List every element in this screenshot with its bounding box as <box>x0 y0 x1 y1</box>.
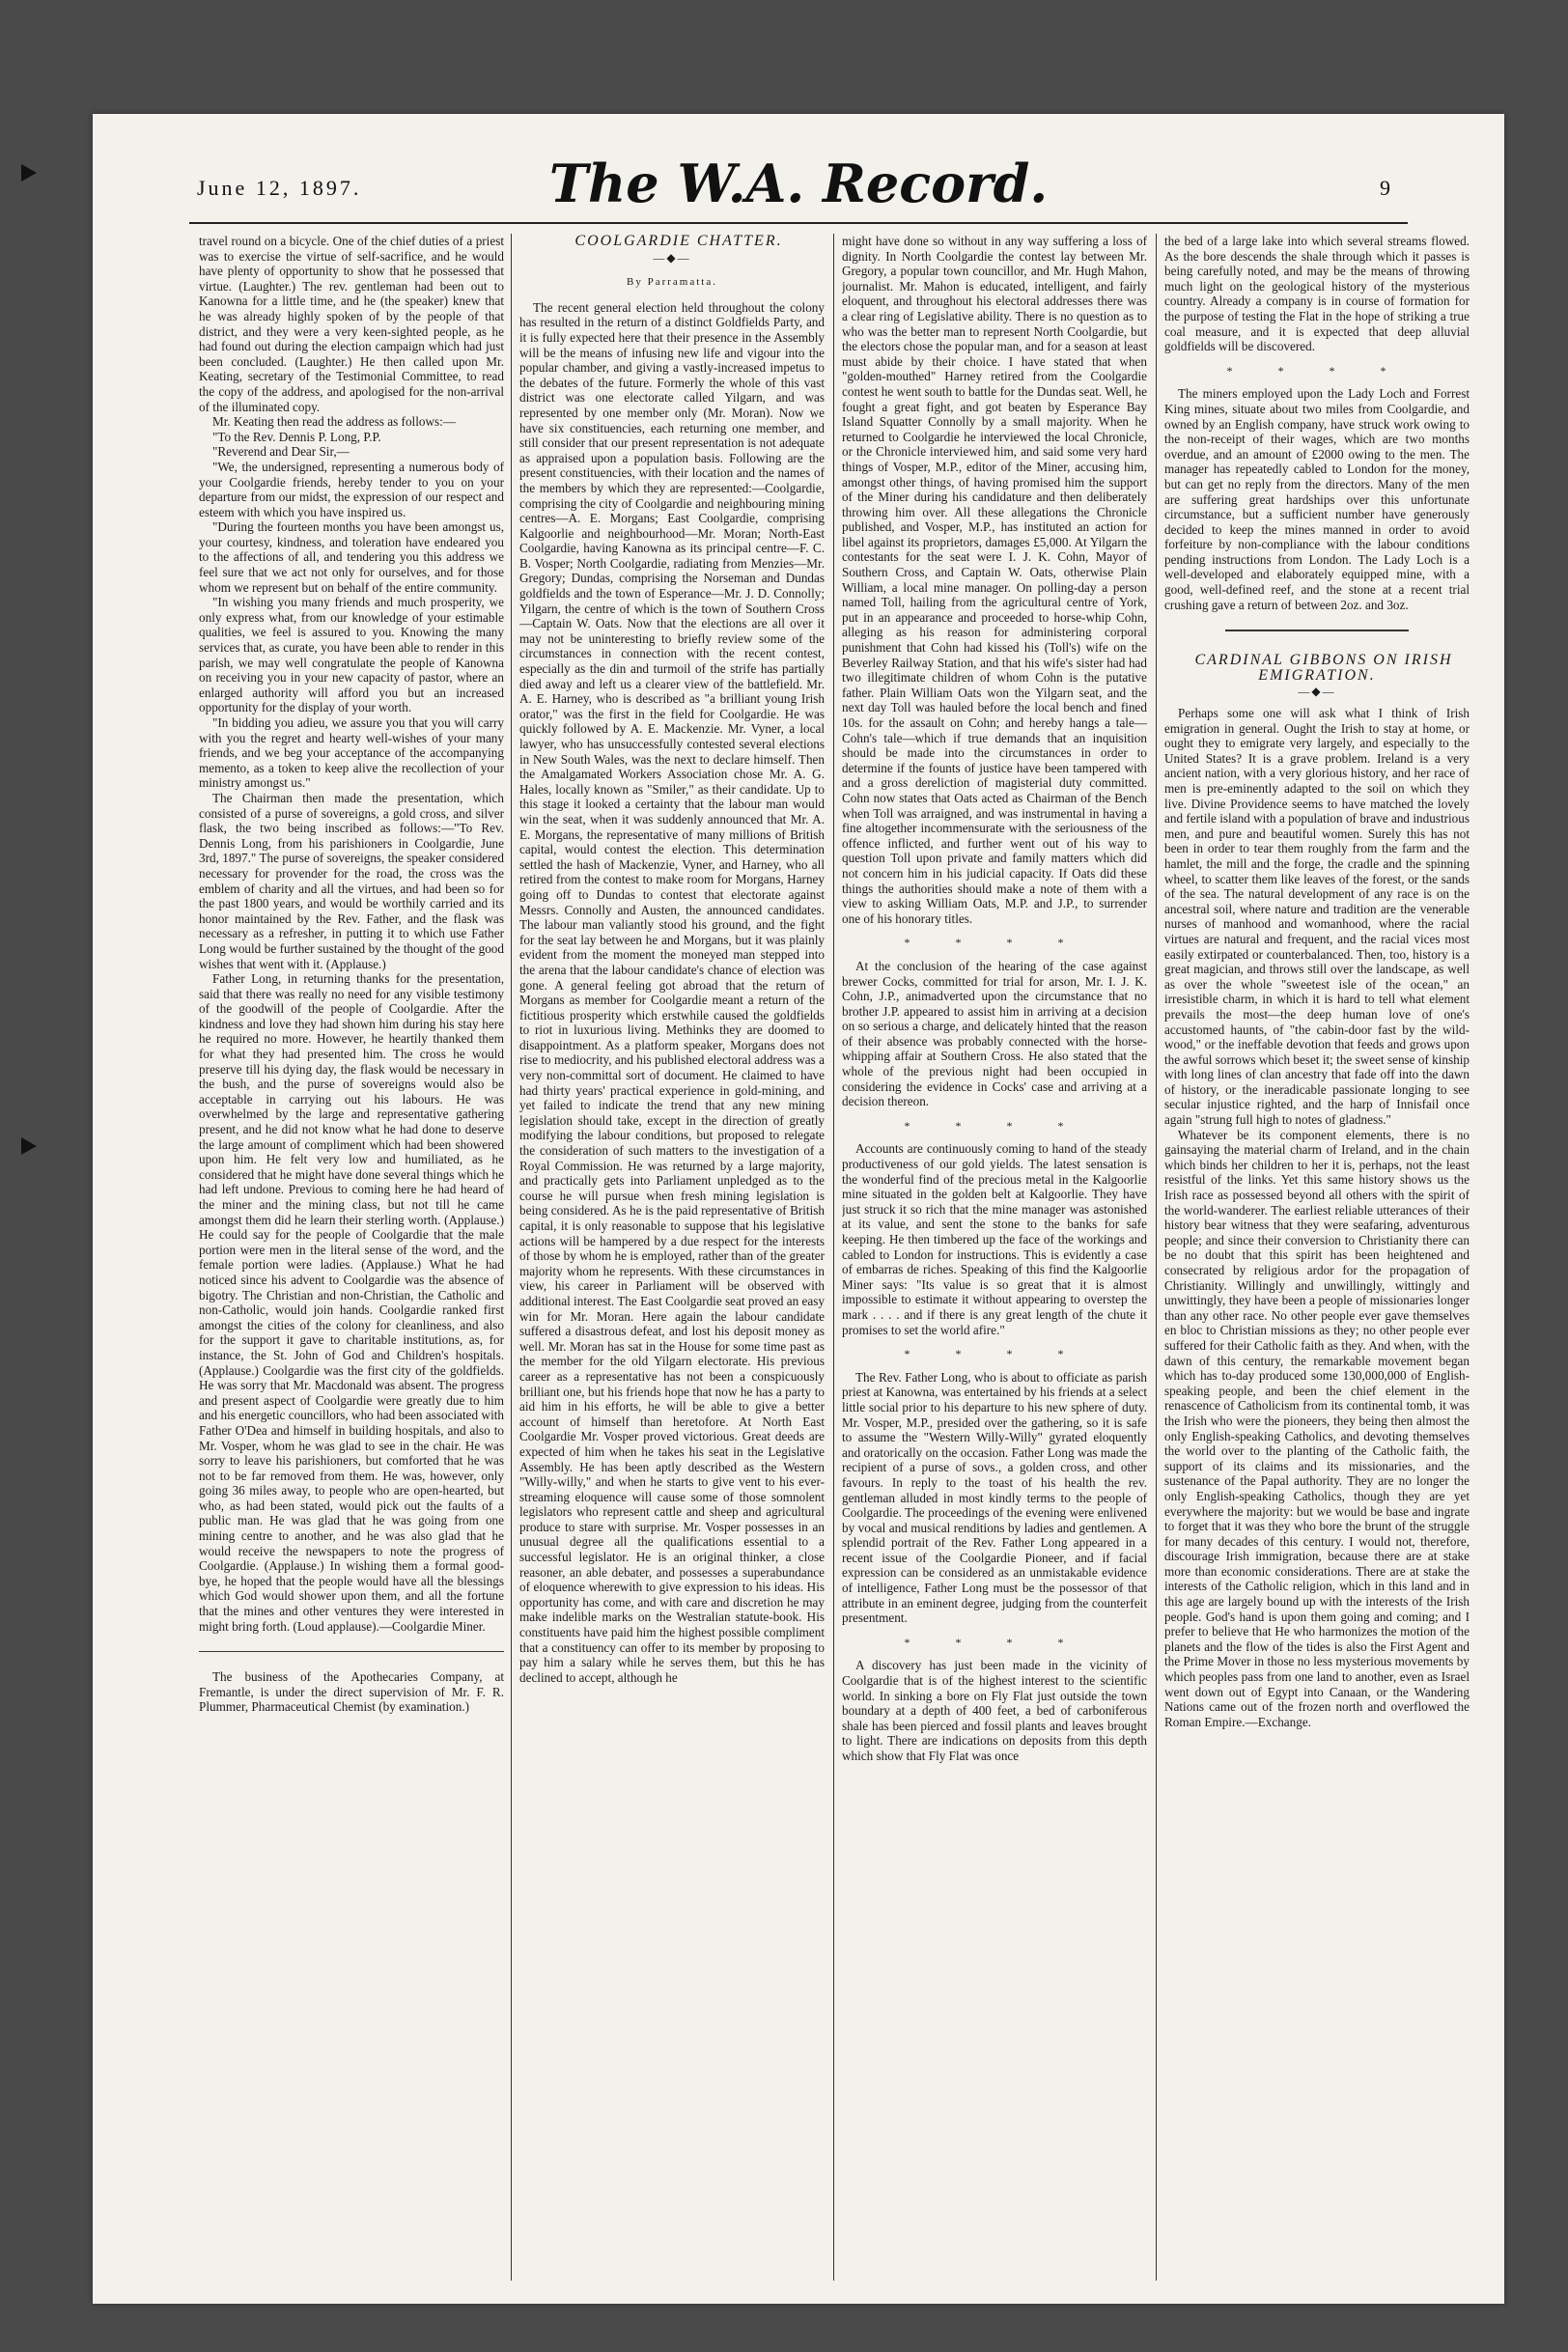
section-rule <box>1225 630 1409 631</box>
paragraph: Accounts are continuously coming to hand of the steady productiveness of our gold yields. The latest sensation is the wonderful find of the precious metal in the Kalgoorlie mine situated in the golden belt at Kalgoorlie. They have just struck it so rich that the mine manager was astonished at its value, and sent the stone to the banks for safe keeping. He then timbered up the face of the workings and cabled to London for instructions. This is evidently a case of embarras de riches. Speaking of this find the Kalgoorlie Miner says: "Its value is so great that it is almost impossible to estimate it without appearing to overstep the mark . . . . and if there is any great length of the chute it promises to set the world afire." <box>842 1141 1147 1337</box>
byline: By Parramatta. <box>627 276 717 289</box>
column-1 <box>199 234 504 2290</box>
article-heading: COOLGARDIE CHATTER. <box>574 234 783 249</box>
heading-ornament: —◆— <box>653 250 691 265</box>
section-rule <box>199 1651 504 1652</box>
column-3 <box>842 234 1147 2290</box>
paragraph: might have done so without in any way suffering a loss of dignity. In North Coolgardie the contest lay between Mr. Gregory, a popular town councillor, and Mr. Hugh Mahon, journalist. Mr. Mahon is educated, intelligent, and fairly eloquent, and throughout his electoral addresses there was a clear ring of Legislative ability. There is no question as to who was the better man to represent North Coolgardie, but the electors chose the popular man, and for a season at least must abide by their choice. I have stated that when "golden-mouthed" Harney retired from the Coolgardie contest he went south to battle for the Dundas seat. Well, he fought a great fight, and got beaten by Esperance Bay Island Squatter Connolly by a small majority. When he returned to Coolgardie he interviewed the local Chronicle, or the Chronicle interviewed him, and said some very hard things of Vosper, M.P., editor of the Miner, accusing him, amongst other things, of having promised him the support of the Miner during his candidature and then deliberately throwing him over. All these allegations the Chronicle published, and Vosper, M.P., has instituted an action for libel against its proprietors, damages £5,000. At Yilgarn the contestants for the seat were I. J. K. Cohn, Mayor of Southern Cross, and Captain W. Oats, otherwise Plain William, a local mine manager. On polling-day a person named Toll, hailing from the agricultural centre of York, put in an appearance and proceeded to horse-whip Cohn, alleging as his reason for administering corporal punishment that Cohn had kissed his (Toll's) wife on the Beverley Railway Station, and that his wife's sister had had two illegitimate children of whom Cohn is the putative father. Plain William Oats won the Yilgarn seat, and the next day Toll was hauled before the local bench and fined 10s. for the assault on Cohn; and hereby hangs a tale—Cohn's tale—which if true demands that an inquisition should be made into the circumstances in order to determine if the founts of justice have been tampered with and a gross dereliction of magisterial duty committed. Cohn now states that Oats acted as Chairman of the Bench when Toll was arraigned, and was instrumental in having a fine altogether incommensurate with the seriousness of the offence inflicted, and further went out of his way to question Toll upon private and family matters which did not concern him in his judicial capacity. If Oats did these things the authorities should make a note of them with a view to asking William Oats, M.P. and J.P., to surrender one of his honorary titles. <box>842 234 1147 926</box>
paragraph: Mr. Keating then read the address as follows:— <box>212 414 456 430</box>
section-stars: * * * * <box>904 936 1085 950</box>
paragraph: The Chairman then made the presentation, which consisted of a purse of sovereigns, a gold cross, and silver flask, the two being inscribed as follows:—"To Rev. Dennis Long, from his parishioners in Coolgardie, June 3rd, 1897." The purse of sovereigns, the speaker considered necessary for provender for the road, the cross was the emblem of charity and all the virtues, and had been so for the past 1800 years, and would be worthily carried and its honor maintained by the Rev. Father, and the flask was necessary as a refresher, in putting it to which use Father Long would be further sustained by the thought of the good wishes that went with it. (Applause.) <box>199 790 504 971</box>
paragraph: At the conclusion of the hearing of the case against brewer Cocks, committed for trial for arson, Mr. I. J. K. Cohn, J.P., animadverted upon the circumstance that no brother J.P. appeared to assist him in arriving at a decision on so serious a charge, and delicately hinted that the reason of their absence was probably connected with the horse-whipping affair at Southern Cross. He also stated that the whole of the previous night had been occupied in considering the evidence in Cocks' case and arriving at a decision thereon. <box>842 958 1147 1109</box>
masthead-rule <box>189 222 1408 224</box>
paragraph: "To the Rev. Dennis P. Long, P.P. <box>212 429 381 444</box>
page-number: 9 <box>1380 176 1390 200</box>
article-heading: CARDINAL GIBBONS ON IRISH EMIGRATION. <box>1194 652 1453 684</box>
issue-date: June 12, 1897. <box>197 176 362 200</box>
paragraph: The Rev. Father Long, who is about to officiate as parish priest at Kanowna, was entertained by his friends at a select little social prior to his departure to his new sphere of duty. Mr. Vosper, M.P., presided over the gathering, so it is safe to assume the "Western Willy-Willy" gyrated eloquently and oratorically on the occasion. Father Long was made the recipient of a purse of sovs., a golden cross, and other favours. In reply to the toast of his health the rev. gentleman alluded in most kindly terms to the people of Coolgardie. The proceedings of the evening were enlivened by vocal and musical renditions by ladies and gentlemen. A splendid portrait of the Rev. Father Long appeared in a recent issue of the Coolgardie Pioneer, and if facial expression can be considered as an unmistakable evidence of intelligence, Father Long must be the possessor of that attribute in an eminent degree, judging from the counterfeit presentment. <box>842 1369 1147 1626</box>
heading-ornament: —◆— <box>1298 685 1336 699</box>
paragraph: "During the fourteen months you have been amongst us, your courtesy, kindness, and toleration have endeared you to the affections of all, and tendering you this address we feel sure that we act not only for ourselves, and for those whom we represent but on behalf of the entire community. <box>199 519 504 595</box>
section-stars: * * * * <box>904 1635 1085 1649</box>
newspaper-title: The W.A. Record. <box>548 153 1049 214</box>
margin-pointer-icon <box>21 164 37 182</box>
paragraph: the bed of a large lake into which several streams flowed. As the bore descends the shale through which it passes is being carefully noted, and may be the means of throwing much light on the geological history of the mysterious country. Already a company is in course of formation for the purpose of testing the Flat in the hope of striking a true coal measure, and it is expected that deep alluvial goldfields will be discovered. <box>1164 234 1470 354</box>
paragraph: A discovery has just been made in the vicinity of Coolgardie that is of the highest interest to the scientific world. In sinking a bore on Fly Flat just outside the town boundary at a depth of 400 feet, a bed of carboniferous shale has been pierced and fossil plants and leaves brought to light. There are indications on deposits from this depth which show that Fly Flat was once <box>842 1658 1147 1763</box>
column-divider <box>511 234 512 2281</box>
column-2 <box>519 234 825 2290</box>
masthead <box>93 114 1504 222</box>
advert-paragraph: The business of the Apothecaries Company, at Fremantle, is under the direct supervision of Mr. F. R. Plummer, Pharmaceutical Chemist (by examination.) <box>199 1669 504 1715</box>
section-stars: * * * * <box>1226 363 1408 378</box>
column-divider <box>833 234 834 2281</box>
column-4 <box>1164 234 1470 2290</box>
paragraph: Father Long, in returning thanks for the presentation, said that there was really no need for any visible testimony of the goodwill of the people of Coolgardie. After the kindness and love they had shown him during his stay here he required no more. However, he heartily thanked them for what they had presented him. The cross he would preserve till his dying day, the flask would be necessary in the bush, and the purse of sovereigns would also be acceptable in carrying out his labours. He was overwhelmed by the large and representative gathering present, and he did not know what he had done to deserve the large amount of compliment which had been showered upon him. He felt very low and humiliated, as he considered that he might have done several things which he had left undone. Previous to coming here he had heard of the miner and the mining class, but not till he came amongst them did he learn their sterling worth. (Applause.) He could say for the people of Coolgardie that the male portion were men in the literal sense of the word, and the female portion were ladies. (Applause.) What he had noticed since his advent to Coolgardie was the absence of bigotry. The Christian and non-Christian, the Catholic and non-Catholic, would join hands. Coolgardie ranked first amongst the cities of the colony for cleanliness, and also for the support it gave to charitable institutions, as, for instance, the St. John of God and Children's hospitals. (Applause.) Coolgardie was the first city of the goldfields. He was sorry that Mr. Macdonald was absent. The progress and present aspect of Coolgardie were greatly due to him and his energetic councillors, who had been associated with Father O'Dea and himself in building hospitals, and also to Mr. Vosper, whom he was glad to see in the chair. He was sorry to leave his parishioners, but comforted that he was not to be far removed from them. He was, however, only going 36 miles away, to people who are open-hearted, but who, as had been stated, would pick out the faults of a public man. He was glad that he was going from one mining centre to another, and he was also glad that he would receive the newspapers to note the progress of Coolgardie. (Applause.) In wishing them a formal good-bye, he hoped that the people would have all the blessings which God would shower upon them, and all the fortune that the mines and other ventures they were interested in might bring forth. (Loud applause).—Coolgardie Miner. <box>199 971 504 1634</box>
newspaper-page <box>93 114 1504 2304</box>
paragraph: "In wishing you many friends and much prosperity, we only express what, from our knowledge of your estimable qualities, we feel is assured to you. Knowing the many services that, as curate, you have been able to render in this parish, we may well congratulate the people of Kanowna on receiving you in your new capacity of pastor, where an enlarged authority will afford you but an increased opportunity for the display of your worth. <box>199 595 504 715</box>
paragraph: Perhaps some one will ask what I think of Irish emigration in general. Ought the Irish to stay at home, or ought they to emigrate very largely, and especially to the United States? It is a grave problem. Ireland is a very ancient nation, with a very glorious history, and her race of men is pre-eminently adapted to the soil on which they live. Divine Providence seems to have matched the lovely and fertile island with a population of brave and industrious men, and pure and beautiful women. Surely this has not been in order to tear them roughly from the farm and the hamlet, the mill and the forge, the cradle and the spinning wheel, to scatter them like leaves of the forest, or the sands of the sea. The natural development of any race is on the ancestral soil, where nature and tradition are the venerable nurses of manhood and womanhood, where the racial virtues are natural and frequent, and the racial vices most easily extirpated or counterbalanced. Then, too, history is a great magician, and throws still over the landscape, as well as over the whole "sweetest isle of the ocean," an irresistible charm, in which it is hard to tell what element prevails the most—the deep human love of one's accustomed haunts, of "the cabin-door fast by the wild-wood," or the ineffable devotion that feeds and grows upon the awful sorrows which beset it; the sweet sense of kinship with long lines of clan ancestry that fade off into the dawn of history, or the ineradicable passionate longing to see secular injustice righted, and the harp of Innisfail once again "strung full high to notes of gladness." <box>1164 706 1470 1128</box>
paragraph: The recent general election held throughout the colony has resulted in the return of a distinct Goldfields Party, and it is fully expected here that their presence in the Assembly will be the means of infusing new life and vigour into the popular chamber, and giving a vastly-increased impetus to the debates of the future. Formerly the whole of this vast district was one electorate called Yilgarn, and was represented by one member only (Mr. Moran). Now we have six constituencies, each returning one member, and still consider that our present representation is not adequate as appraised upon a population basis. Following are the present constituencies, with their location and the names of the members by which they are represented:—Coolgardie, comprising the city of Coolgardie and neighbouring mining centres—A. E. Morgans; East Coolgardie, comprising Kalgoorlie and neighbourhood—Mr. Moran; North-East Coolgardie, having Kanowna as its principal centre—F. C. B. Vosper; North Coolgardie, radiating from Menzies—Mr. Gregory; Dundas, comprising the Norseman and Dundas goldfields and the town of Esperance—Mr. J. D. Connolly; Yilgarn, the centre of which is the town of Southern Cross—Captain W. Oats. Now that the elections are all over it may not be uninteresting to briefly review some of the circumstances in connection with the recent contest, especially as the din and turmoil of the strife has partially died away and left us a clearer view of the battlefield. Mr. A. E. Harney, who is described as "a brilliant young Irish orator," was the first in the field for Coolgardie. He was quickly followed by A. E. Mackenzie. Mr. Vyner, a local lawyer, who has unsuccessfully contested several elections in New South Wales, was the next to declare himself. Then the Amalgamated Workers Association chose Mr. A. G. Hales, locally known as "Smiler," as their candidate. Up to this stage it looked a certainty that the labour man would win the seat, when it was suddenly announced that Mr. A. E. Morgans, the representative of many millions of British capital, would contest the election. This determination settled the hash of Mackenzie, Vyner, and Harney, who all retired from the contest to make room for Morgans, Harney going off to Dundas to contest that electorate against Messrs. Connolly and Austen, the announced candidates. The labour man valiantly stood his ground, and the fight for the seat lay between he and Morgans, but it was plainly evident from the moment the moneyed man stepped into the arena that the labour candidate's chance of election was gone. A general feeling got abroad that the return of Morgans as member for Coolgardie meant a return of the fictitious prosperity which erstwhile caused the goldfields to riot in luxurious living. Methinks they are doomed to disappointment. As a platform speaker, Morgans does not rise to mediocrity, and his published electoral address was a very non-committal sort of document. He claimed to have had thirty years' practical experience in gold-mining, and yet failed to indicate the trend that any new mining legislation should take, except in the direction of greatly modifying the labour conditions, but proposed to relegate the consideration of such matters to the investigation of a Royal Commission. He was returned by a large majority, and practically gets into Parliament unpledged as to the course he will pursue when fresh mining legislation is being considered. As he is the paid representative of British capital, it is only reasonable to suppose that his legislative actions will be hampered by a due respect for the interests of those by whom he is employed, rather than of the greater majority whom he represents. With these circumstances in view, his career in Parliament will be observed with additional interest. The East Coolgardie seat proved an easy win for Mr. Moran. Here again the labour candidate suffered a disastrous defeat, and lost his deposit money as well. Mr. Moran has sat in the House for some time past as the member for the old Yilgarn electorate. His previous career as a representative has not been a conspicuously brilliant one, but his friends hope that now he has a party to aid him in his efforts, he will be able to give a better account of himself than heretofore. At North East Coolgardie Mr. Vosper proved victorious. Great deeds are expected of him when he takes his seat in the Legislative Assembly. He has been aptly described as the Western "Willy-willy," and when he starts to give vent to his ever-streaming eloquence will cause some of those somnolent legislators who represent cattle and sheep and agricultural produce to stare with surprise. Mr. Vosper possesses in an unusual degree all the qualifications essential to a successful legislator. He is an original thinker, a close reasoner, an able debater, and possesses a superabundance of eloquence wherewith to give expression to his ideas. His opportunity has come, and with care and discretion he may make indelible marks on the Westralian statute-book. His constituents have paid him the highest possible compliment that a constituency can offer to its member by proposing to pay him a salary while he serves them, but this he has declined to accept, although he <box>519 299 825 1685</box>
margin-pointer-icon <box>21 1137 37 1155</box>
section-stars: * * * * <box>904 1118 1085 1133</box>
paragraph: travel round on a bicycle. One of the chief duties of a priest was to exercise the virtue of self-sacrifice, and he would have plenty of opportunity to show that he possessed that virtue. (Laughter.) The rev. gentleman had been out to Kanowna for a little time, and he (the speaker) knew that he was already highly spoken of by the people of that district, and they were a very keen-sighted people, as he had found out during the election campaign which had just been concluded. (Laughter.) He then called upon Mr. Keating, secretary of the Testimonial Committee, to read the copy of the address, and apologised for the non-arrival of the illuminated copy. <box>199 234 504 414</box>
paragraph: "Reverend and Dear Sir,— <box>212 444 350 460</box>
paragraph: Whatever be its component elements, there is no gainsaying the material charm of Ireland, and in the chain which binds her children to her it is, perhaps, not the least resistful of the links. Yet this same history shows us the Irish race as possessed beyond all others with the spirit of the world-wanderer. The earliest reliable utterances of their history bear witness that they were seafaring, adventurous people; and since their conversion to Christianity there can be no doubt that this spirit has been heightened and consecrated by religious ardor for the propagation of Christianity. Willingly and unwillingly, wittingly and unwittingly, they have been a people of missionaries longer than any other race. No other people ever gave themselves en bloc to Christian missions as they; no other people ever suffered for their Catholic faith as they. And when, with the dawn of this century, the remarkable movement began which has to-day produced some 130,000,000 of English-speaking people, and been the chief element in the renascence of Catholicism from its continental tomb, it was the Irish who were the pioneers, they being then almost the only English-speaking Catholics, and devoting themselves the world over to the planting of the Catholic faith, the support of its claims and its missionaries, and the sustenance of the Papal authority. They are no longer the only English-speaking Catholics, though they are yet everywhere the majority: but we would be base and ingrate to forget that it was they who bore the brunt of the struggle for many decades of this century. I would not, therefore, discourage Irish immigration, because there are at stake more than economic considerations. There are at stake the interests of the Catholic religion, which in this land and in this age are largely bound up with the interests of the Irish people. God's hand is upon them going and coming; and I prefer to believe that He who harmonizes the motion of the planets and the flow of the tides is also the First Agent and the Prime Mover in those no less mysterious movements by which peoples pass from one land to another, even as Israel went down out of Egypt into Canaan, or the Wandering Nations came out of the frozen north and overflowed the Roman Empire.—Exchange. <box>1164 1127 1470 1729</box>
paragraph: "In bidding you adieu, we assure you that you will carry with you the regret and hearty well-wishes of your many friends, and we beg your acceptance of the accompanying memento, as a token to keep alive the recollection of your ministry amongst us." <box>199 715 504 791</box>
paragraph: "We, the undersigned, representing a numerous body of your Coolgardie friends, hereby tender to you on your departure from our midst, the expression of our respect and esteem with which you have inspired us. <box>199 459 504 519</box>
paragraph: The miners employed upon the Lady Loch and Forrest King mines, situate about two miles from Coolgardie, and owned by an English company, have struck work owing to the non-receipt of their wages, which are two months overdue, and an amount of £2000 owing to the men. The manager has repeatedly cabled to London for the money, but can get no reply from the directors. Many of the men are suffering great hardships over this unfortunate circumstance, but a sufficient number have generously decided to keep the mines manned in order to avoid forfeiture by non-compliance with the labour conditions pending instructions from London. The Lady Loch is a well-developed and elaborately equipped mine, with a good, well-defined reef, and the stone at a recent trial crushing gave a return of between 2oz. and 3oz. <box>1164 386 1470 612</box>
column-divider <box>1156 234 1157 2281</box>
section-stars: * * * * <box>904 1347 1085 1361</box>
